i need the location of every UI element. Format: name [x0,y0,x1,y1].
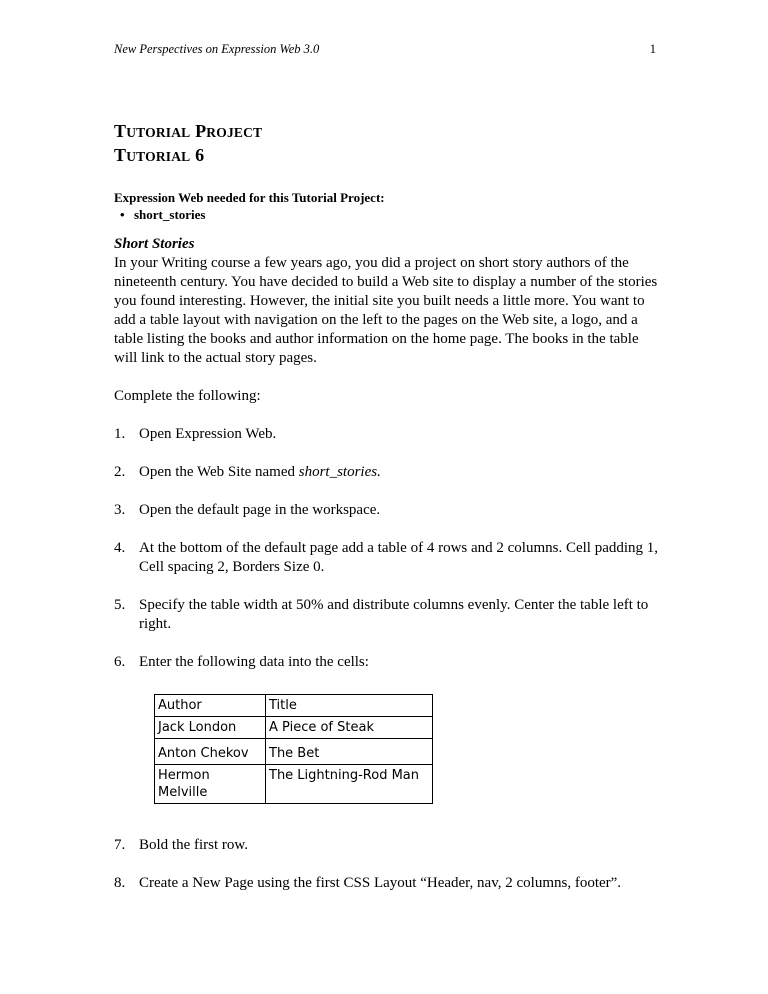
table-cell: Jack London [155,717,266,739]
step-7: 7. Bold the first row. [114,837,249,853]
page-content [114,120,659,893]
step-3: 3. Open the default page in the workspace. [114,502,381,518]
section-paragraph: In your Writing course a few years ago, you did a project on short story authors of the nineteenth century. You have decided to build a Web site to display a number of the stories you found interesting. However, the initial site you built needs a little more. You want to add a table layout with navigation on the left to the pages on the Web site, a logo, and a table listing the books and author information on the home page. The books in the table will link to the actual story pages. [114,255,658,366]
tutorial-project-title: TUTORIAL PROJECT [114,121,263,141]
table-cell: Hermon Melville [155,765,266,804]
step-4: 4. At the bottom of the default page add a table of 4 rows and 2 columns. Cell padding 1, Cell spacing 2, Borders Size 0. [114,540,659,575]
author-title-table [154,694,433,804]
needed-label: Expression Web needed for this Tutorial Project: [114,190,385,205]
table-cell: The Bet [266,739,433,765]
table-row [155,695,433,717]
complete-label: Complete the following: [114,388,261,404]
step-5: 5. Specify the table width at 50% and distribute columns evenly. Center the table left to right. [114,597,649,632]
table-row [155,739,433,765]
table-cell: A Piece of Steak [266,717,433,739]
step-1: 1. Open Expression Web. [114,426,277,442]
step-6: 6. Enter the following data into the cells: [114,654,369,670]
section-heading: Short Stories [114,236,195,252]
table-row [155,765,433,804]
page-number: 1 [649,42,656,56]
table-cell: Author [155,695,266,717]
table-cell: Anton Chekov [155,739,266,765]
table-cell: Title [266,695,433,717]
table-cell: The Lightning-Rod Man [266,765,433,804]
step-2: 2. Open the Web Site named short_stories. [114,464,381,480]
bullet-icon [120,206,125,223]
running-header-title: New Perspectives on Expression Web 3.0 [114,42,320,56]
tutorial-number-title: TUTORIAL 6 [114,145,205,165]
needed-list-item: • short_stories [114,206,659,223]
table-row [155,717,433,739]
step-8: 8. Create a New Page using the first CSS Layout “Header, nav, 2 columns, footer”. [114,875,622,891]
